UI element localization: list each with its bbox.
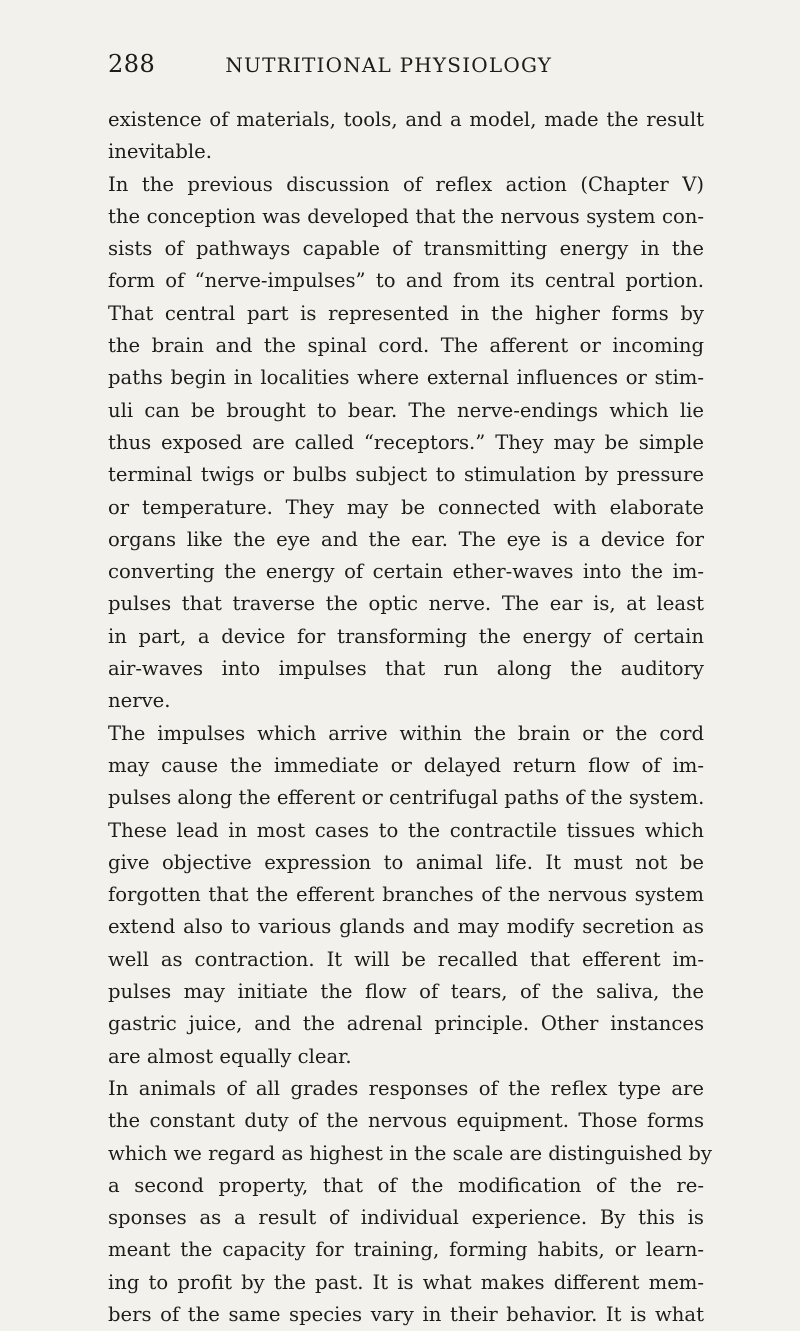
- text-line: a second property, that of the modification of the re-: [108, 1173, 704, 1197]
- text-line: gastric juice, and the adrenal principle. Other instances: [108, 1012, 704, 1036]
- text-line: well as contraction. It will be recalled that efferent im-: [108, 947, 704, 971]
- text-line: thus exposed are called “receptors.” They may be simple: [108, 430, 704, 454]
- text-line: sponses as a result of individual experience. By this is: [108, 1206, 704, 1230]
- text-line: the constant duty of the nervous equipment. Those forms: [108, 1109, 704, 1133]
- text-line: may cause the immediate or delayed return flow of im-: [108, 753, 704, 777]
- text-line: meant the capacity for training, forming habits, or learn-: [108, 1238, 704, 1262]
- running-head: NUTRITIONAL PHYSIOLOGY: [225, 53, 553, 77]
- text-line: bers of the same species vary in their behavior. It is what: [108, 1302, 704, 1326]
- text-line: pulses along the efferent or centrifugal paths of the system.: [108, 786, 705, 810]
- text-line: terminal twigs or bulbs subject to stimulation by pressure: [108, 463, 704, 487]
- page-header: [108, 50, 704, 80]
- text-line: forgotten that the efferent branches of the nervous system: [108, 883, 704, 907]
- text-line: which we regard as highest in the scale are distinguished by: [108, 1141, 712, 1165]
- text-line: air-waves into impulses that run along the auditory: [108, 657, 704, 681]
- body-text: [108, 104, 712, 1331]
- text-line: pulses that traverse the optic nerve. The ear is, at least: [108, 592, 704, 616]
- text-line: extend also to various glands and may modify secretion as: [108, 915, 704, 939]
- book-page: [108, 50, 712, 1331]
- text-line: inevitable.: [108, 140, 213, 164]
- text-line: converting the energy of certain ether-waves into the im-: [108, 560, 704, 584]
- text-line: uli can be brought to bear. The nerve-endings which lie: [108, 398, 704, 422]
- text-line: give objective expression to animal life. It must not be: [108, 850, 704, 874]
- text-line: or temperature. They may be connected with elaborate: [108, 495, 704, 519]
- text-line: in part, a device for transforming the energy of certain: [108, 624, 704, 648]
- text-line: are almost equally clear.: [108, 1044, 352, 1068]
- text-line: existence of materials, tools, and a model, made the result: [108, 108, 704, 131]
- text-line: the brain and the spinal cord. The afferent or incoming: [108, 334, 704, 358]
- text-line: paths begin in localities where external influences or stim-: [108, 366, 704, 390]
- text-line: That central part is represented in the higher forms by: [108, 301, 704, 325]
- text-line: In the previous discussion of reflex action (Chapter V): [108, 172, 704, 196]
- text-line: In animals of all grades responses of the reflex type are: [108, 1076, 704, 1100]
- text-line: nerve.: [108, 689, 171, 713]
- text-line: These lead in most cases to the contractile tissues which: [108, 818, 704, 842]
- text-line: The impulses which arrive within the brain or the cord: [108, 721, 704, 745]
- text-line: form of “nerve-impulses” to and from its central portion.: [108, 269, 704, 293]
- text-line: the conception was developed that the nervous system con-: [108, 204, 704, 228]
- page-number: 288: [108, 50, 156, 78]
- text-line: sists of pathways capable of transmitting energy in the: [108, 237, 704, 261]
- text-line: pulses may initiate the flow of tears, of the saliva, the: [108, 980, 704, 1004]
- text-line: organs like the eye and the ear. The eye is a device for: [108, 527, 704, 551]
- text-line: ing to profit by the past. It is what makes different mem-: [108, 1270, 704, 1294]
